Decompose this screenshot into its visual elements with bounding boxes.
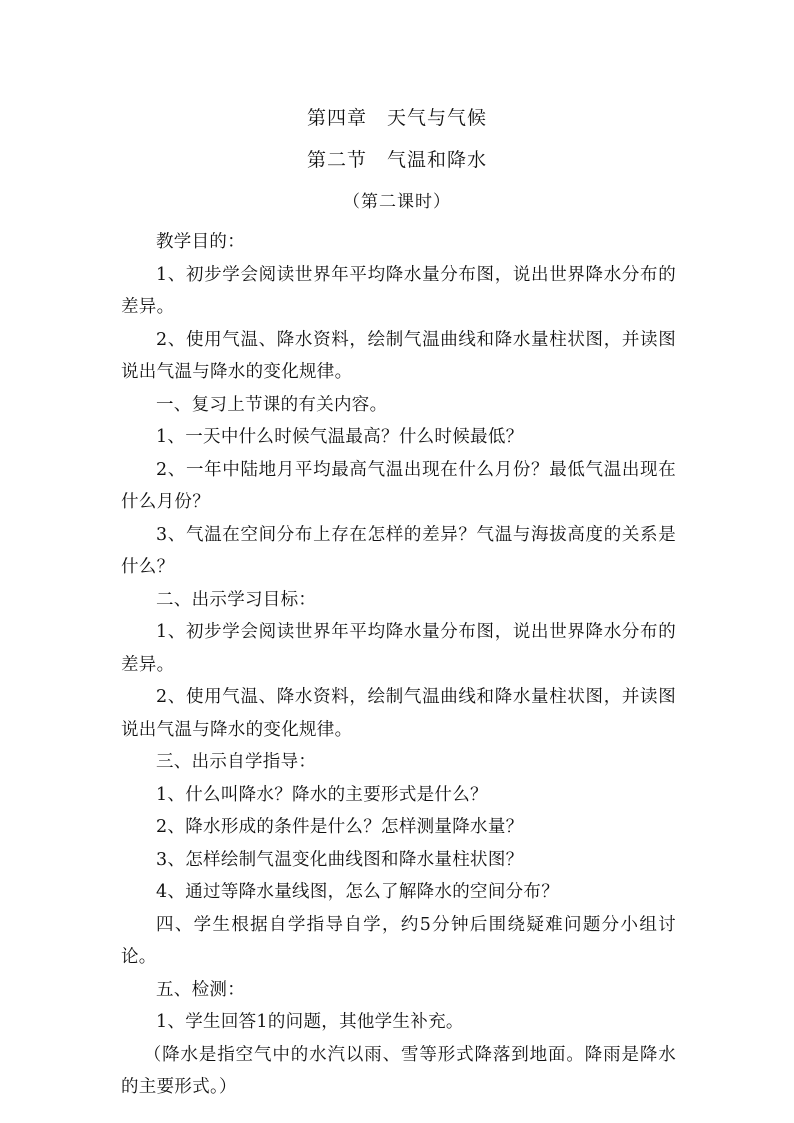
paragraph: 2、降水形成的条件是什么？怎样测量降水量？: [156, 817, 524, 837]
body-text: [121, 226, 676, 1104]
paragraph: 3、气温在空间分布上存在怎样的差异？气温与海拔高度的关系是什么？: [121, 524, 676, 577]
lesson-label: （第二课时）: [343, 192, 451, 212]
paragraph: 五、检测：: [156, 979, 245, 1000]
paragraph: 2、使用气温、降水资料，绘制气温曲线和降水量柱状图，并读图说出气温与降水的变化规律。: [121, 329, 676, 382]
paragraph: 2、一年中陆地月平均最高气温出现在什么月份？最低气温出现在什么月份？: [121, 459, 676, 512]
paragraph: 1、学生回答1的问题，其他学生补充。: [156, 1012, 464, 1032]
paragraph: 1、初步学会阅读世界年平均降水量分布图，说出世界降水分布的差异。: [121, 622, 676, 675]
paragraph: 四、学生根据自学指导自学，约5分钟后围绕疑难问题分小组讨论。: [121, 914, 676, 967]
section-title: 第二节 气温和降水: [306, 149, 487, 171]
paragraph: 2、使用气温、降水资料，绘制气温曲线和降水量柱状图，并读图说出气温与降水的变化规律。: [121, 687, 676, 740]
paragraph: 1、初步学会阅读世界年平均降水量分布图，说出世界降水分布的差异。: [121, 264, 676, 317]
paragraph: 二、出示学习目标：: [156, 589, 317, 610]
paragraph: 1、什么叫降水？降水的主要形式是什么？: [156, 784, 488, 805]
paragraph: 3、怎样绘制气温变化曲线图和降水量柱状图？: [156, 849, 524, 870]
paragraph: （降水是指空气中的水汽以雨、雪等形式降落到地面。降雨是降水的主要形式。）: [121, 1044, 676, 1097]
paragraph: 1、一天中什么时候气温最高？什么时候最低？: [156, 427, 524, 447]
paragraph: 教学目的：: [156, 232, 245, 252]
paragraph: 4、通过等降水量线图，怎么了解降水的空间分布？: [156, 882, 560, 902]
paragraph: 三、出示自学指导：: [156, 752, 317, 772]
paragraph: 一、复习上节课的有关内容。: [156, 394, 388, 415]
chapter-title: 第四章 天气与气候: [306, 107, 487, 129]
